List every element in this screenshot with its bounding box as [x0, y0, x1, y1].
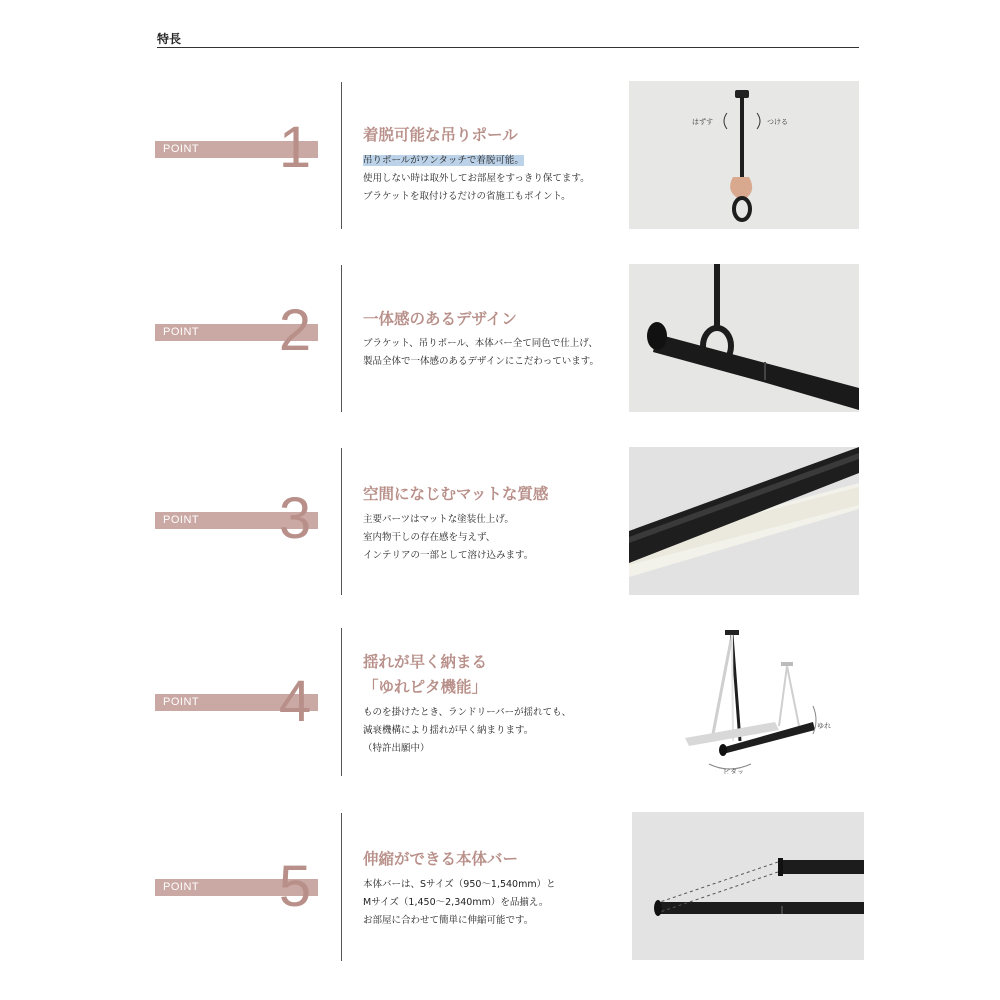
point-heading: 着脱可能な吊りポール	[363, 126, 518, 144]
description-line: インテリアの一部として溶け込みます。	[363, 550, 534, 561]
vertical-divider	[341, 813, 342, 961]
description-line: ものを掛けたとき、ランドリーバーが揺れても、	[363, 707, 572, 718]
vertical-divider	[341, 265, 342, 412]
point-description	[363, 704, 571, 758]
photo-matte-finish	[629, 447, 859, 595]
title-divider	[157, 47, 859, 48]
point-number: 3	[278, 486, 312, 551]
page-title: 特長	[157, 32, 182, 46]
vertical-divider	[341, 82, 342, 229]
detach-label: はずす	[692, 118, 713, 126]
point-number: 5	[278, 854, 312, 919]
point-label: POINT	[163, 143, 200, 155]
point-description	[363, 876, 556, 930]
point-description	[363, 335, 599, 371]
description-line: 使用しない時は取外してお部屋をすっきり保てます。	[363, 173, 590, 184]
description-line: ブラケット、吊りポール、本体バー全て同色で仕上げ、	[363, 338, 598, 349]
description-line: 室内物干しの存在感を与えず、	[363, 532, 496, 543]
photo-telescopic-bar	[632, 812, 864, 960]
diagram-swing-stop	[629, 626, 859, 774]
point-heading: 揺れが早く納まる	[363, 653, 488, 671]
photo-unified-design	[629, 264, 859, 412]
description-line: 主要パーツはマットな塗装仕上げ。	[363, 514, 514, 525]
point-label: POINT	[163, 326, 200, 338]
description-line: ブラケットを取付けるだけの省施工もポイント。	[363, 191, 571, 202]
photo-detachable-pole	[629, 81, 859, 229]
point-heading-line-2: 「ゆれピタ機能」	[363, 678, 488, 696]
description-line: （特許出願中）	[363, 743, 430, 754]
point-number: 2	[278, 298, 312, 363]
vertical-divider	[341, 628, 342, 776]
description-line: お部屋に合わせて簡単に伸縮可能です。	[363, 915, 534, 926]
swing-label: ゆれ	[817, 722, 831, 730]
highlighted-text[interactable]: 吊りポールがワンタッチで着脱可能。	[363, 155, 524, 166]
description-line: 減衰機構により揺れが早く納まります。	[363, 725, 534, 736]
point-label: POINT	[163, 514, 200, 526]
point-label: POINT	[163, 696, 200, 708]
description-line: Mサイズ（1,450～2,340mm）を品揃え。	[363, 897, 549, 908]
point-description	[363, 152, 590, 206]
stop-label: ピタッ	[723, 768, 744, 774]
point-heading: 一体感のあるデザイン	[363, 310, 517, 328]
description-line: 本体バーは、Sサイズ（950～1,540mm）と	[363, 879, 556, 890]
point-label: POINT	[163, 881, 200, 893]
point-heading: 伸縮ができる本体バー	[363, 850, 519, 868]
point-number: 4	[278, 669, 312, 734]
point-heading: 空間になじむマットな質感	[363, 485, 549, 503]
vertical-divider	[341, 448, 342, 595]
point-description	[363, 511, 533, 565]
point-number: 1	[278, 115, 312, 180]
description-line: 製品全体で一体感のあるデザインにこだわっています。	[363, 356, 599, 367]
attach-label: つける	[767, 118, 788, 126]
